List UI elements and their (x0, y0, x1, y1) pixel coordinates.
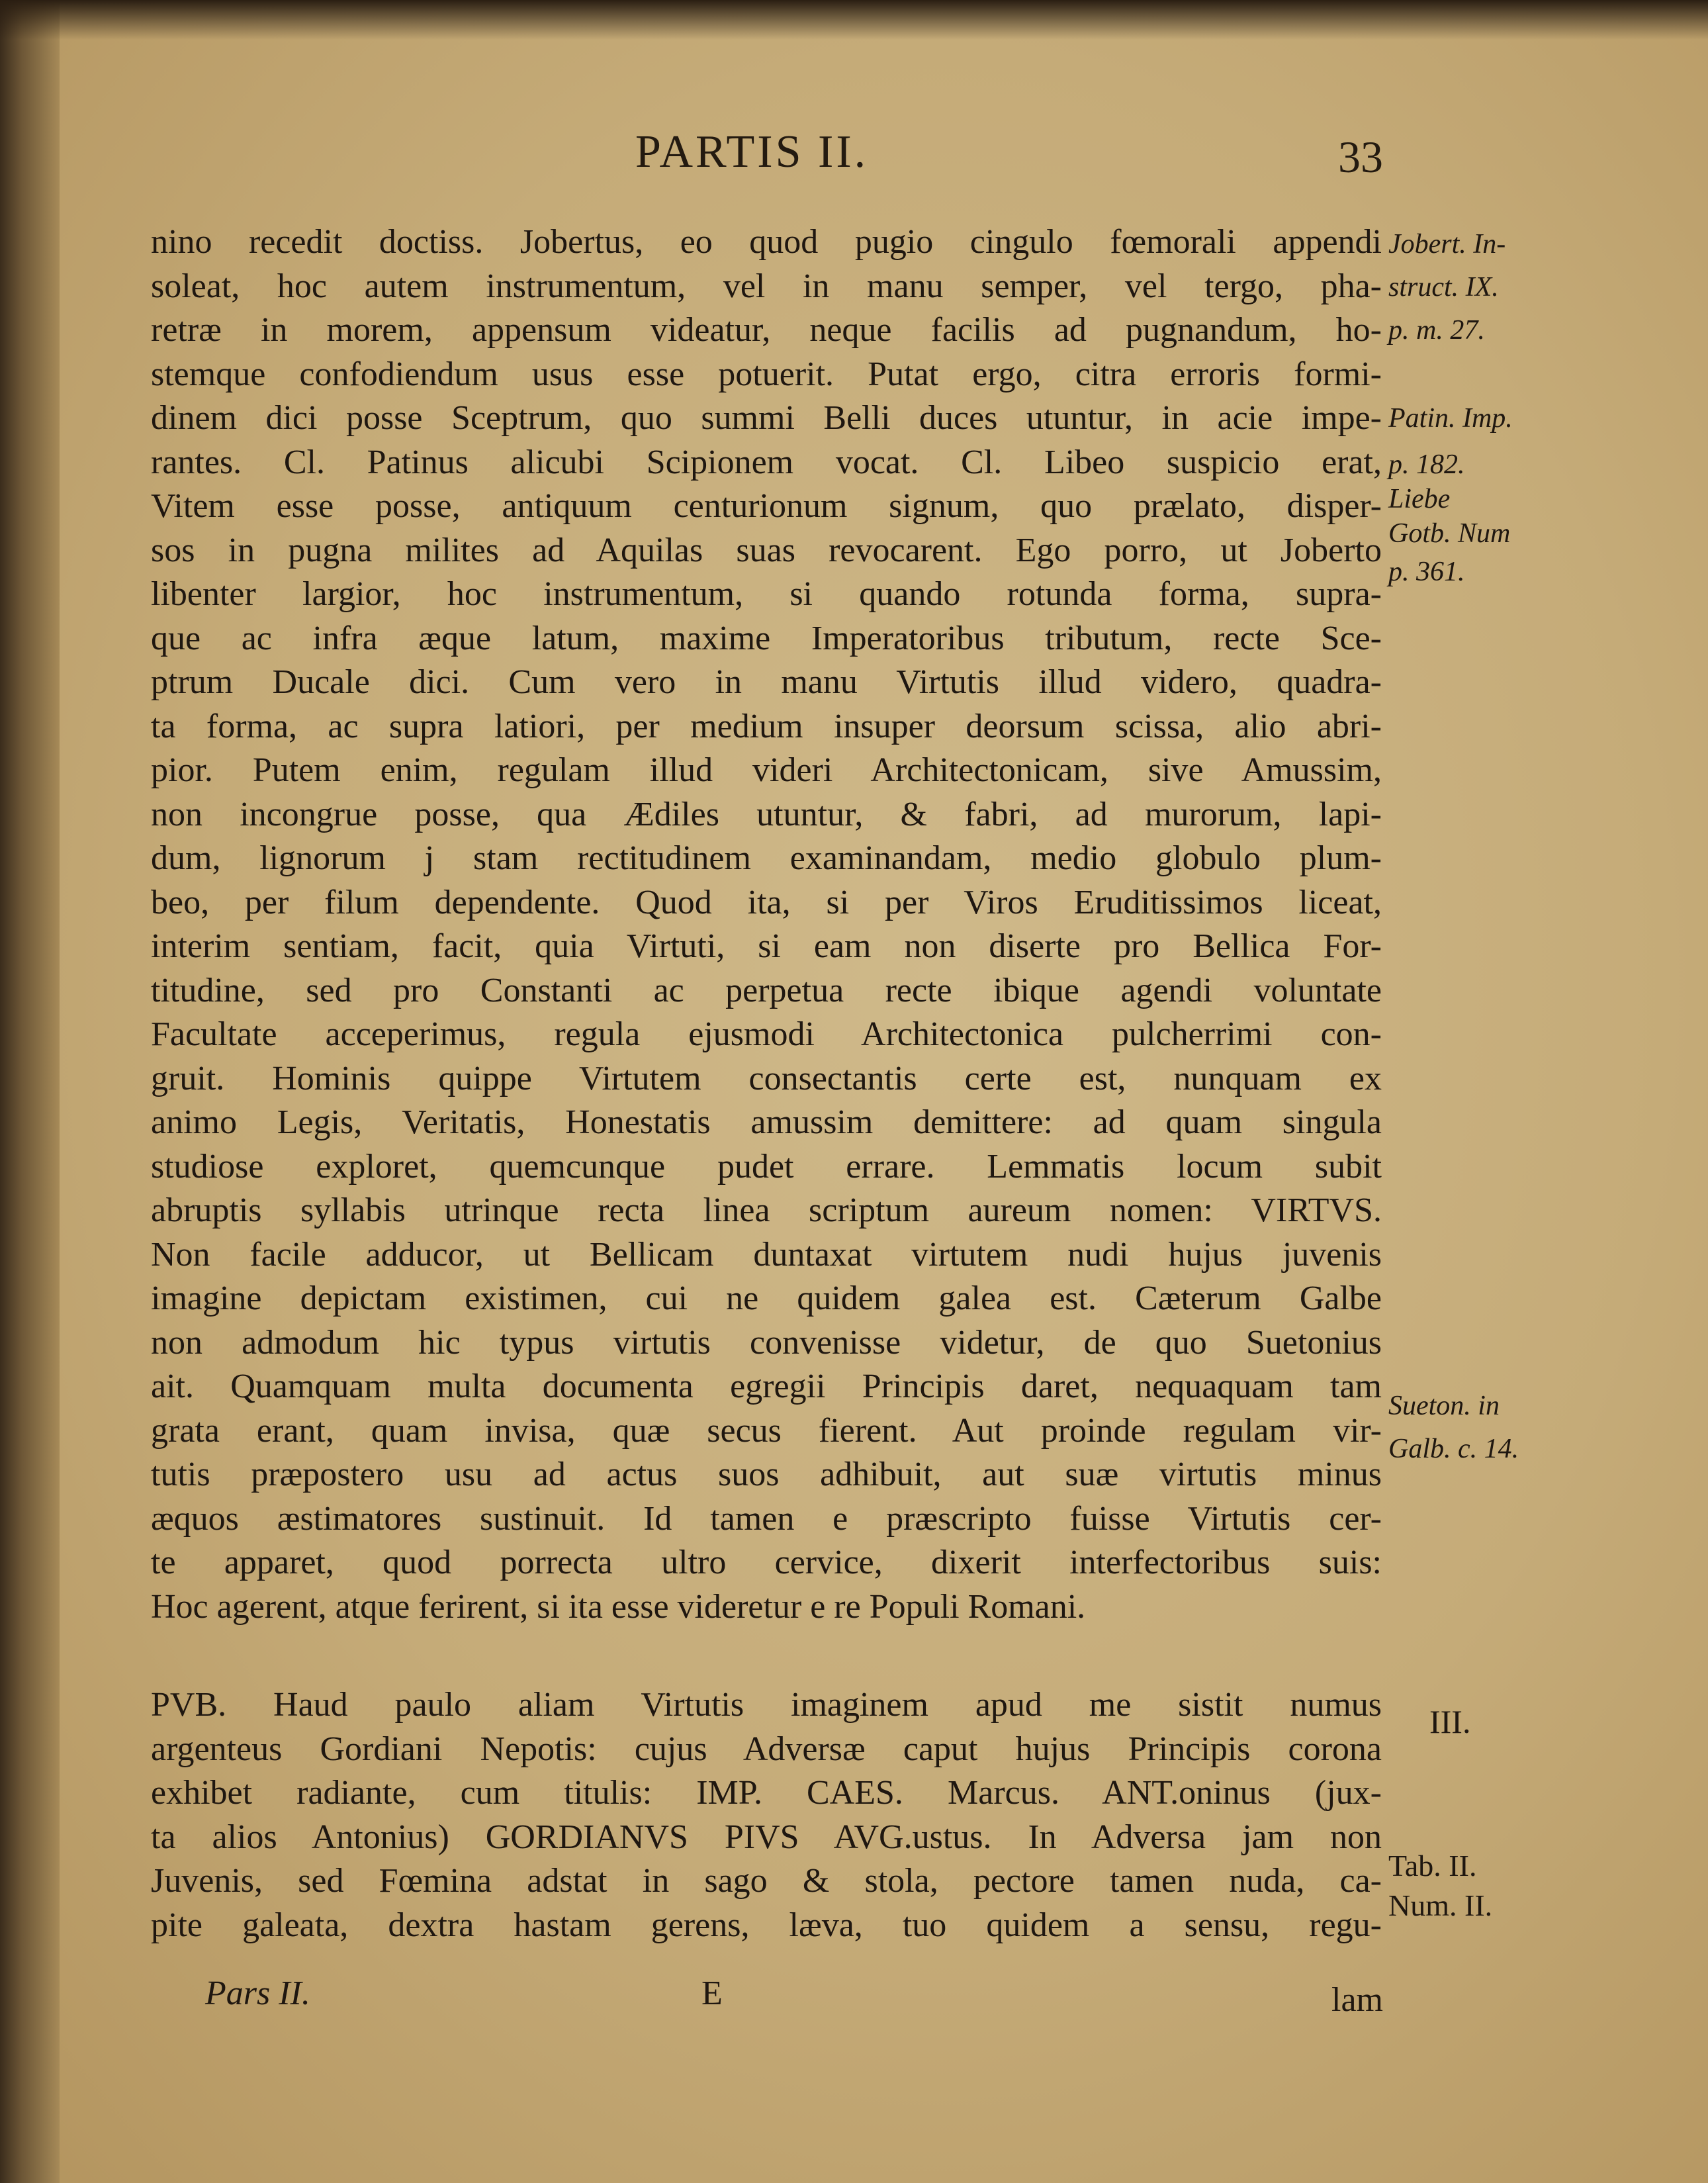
page-footer (192, 1974, 1383, 2027)
text-line: PVB. Haud paulo aliam Virtutis imaginem apud me sistit numus (151, 1686, 1382, 1724)
text-line: pite galeata, dextra hastam gerens, læva, tuo quidem a sensu, regu- (151, 1906, 1382, 1944)
text-line: retræ in morem, appensum videatur, neque facilis ad pugnandum, ho- (151, 311, 1382, 349)
text-line: dinem dici posse Sceptrum, quo summi Belli duces utuntur, in acie impe- (151, 399, 1382, 437)
text-line: Juvenis, sed Fœmina adstat in sago & stola, pectore tamen nuda, ca- (151, 1862, 1382, 1900)
text-line: te apparet, quod porrecta ultro cervice, dixerit interfectoribus suis: (151, 1544, 1382, 1581)
text-line: exhibet radiante, cum titulis: IMP. CAES. Marcus. ANT.oninus (jux- (151, 1774, 1382, 1812)
text-line: Hoc agerent, atque ferirent, si ita esse videretur e re Populi Romani. (151, 1587, 1086, 1626)
text-line: animo Legis, Veritatis, Honestatis amussim demittere: ad quam singula (151, 1103, 1382, 1141)
marginal-note: p. m. 27. (1388, 315, 1485, 346)
text-line: argenteus Gordiani Nepotis: cujus Adversæ caput hujus Principis corona (151, 1730, 1382, 1768)
text-line: Facultate acceperimus, regula ejusmodi Architectonica pulcherrimi con- (151, 1015, 1382, 1053)
text-line: Non facile adducor, ut Bellicam duntaxat virtutem nudi hujus juvenis (151, 1235, 1382, 1274)
marginal-note: Jobert. In- (1388, 229, 1506, 259)
text-line: pior. Putem enim, regulam illud videri Architectonicam, sive Amussim, (151, 751, 1382, 789)
text-line: æquos æstimatores sustinuit. Id tamen e præscripto fuisse Virtutis cer- (151, 1499, 1382, 1538)
text-line: interim sentiam, facit, quia Virtuti, si eam non diserte pro Bellica For- (151, 927, 1382, 965)
marginal-note: Liebe (1388, 484, 1451, 514)
marginal-note: Gotb. Num (1388, 518, 1511, 549)
marginal-note: Tab. II. (1388, 1849, 1477, 1882)
text-line: titudine, sed pro Constanti ac perpetua recte ibique agendi voluntate (151, 971, 1382, 1009)
marginal-note: Num. II. (1388, 1888, 1493, 1922)
text-line: libenter largior, hoc instrumentum, si quando rotunda forma, supra- (151, 575, 1382, 613)
text-line: gruit. Hominis quippe Virtutem consectantis certe est, nunquam ex (151, 1059, 1382, 1097)
text-line: rantes. Cl. Patinus alicubi Scipionem vocat. Cl. Libeo suspicio erat, (151, 443, 1382, 481)
text-line: dum, lignorum j stam rectitudinem examinandam, medio globulo plum- (151, 839, 1382, 877)
page-number: 33 (1338, 132, 1383, 182)
text-line: soleat, hoc autem instrumentum, vel in manu semper, vel tergo, pha- (151, 267, 1382, 305)
marginal-note: Sueton. in (1388, 1391, 1500, 1421)
text-line: ta alios Antonius) GORDIANVS PIVS AVG.ustus. In Adversa jam non (151, 1818, 1382, 1856)
marginal-note: p. 182. (1388, 449, 1465, 480)
text-line: nino recedit doctiss. Jobertus, eo quod pugio cingulo fœmorali appendi (151, 223, 1382, 261)
text-line: que ac infra æque latum, maxime Imperatoribus tributum, recte Sce- (151, 619, 1382, 657)
text-line: non incongrue posse, qua Ædiles utuntur, & fabri, ad murorum, lapi- (151, 795, 1382, 833)
text-line: imagine depictam existimen, cui ne quidem galea est. Cæterum Galbe (151, 1279, 1382, 1317)
signature-label: Pars II. (205, 1974, 310, 2012)
text-line: tutis præpostero usu ad actus suos adhibuit, aut suæ virtutis minus (151, 1456, 1382, 1493)
text-line: sos in pugna milites ad Aquilas suas revocarent. Ego porro, ut Joberto (151, 531, 1382, 569)
section-number: III. (1429, 1703, 1471, 1740)
text-line: ait. Quamquam multa documenta egregii Principis daret, nequaquam tam (151, 1368, 1382, 1405)
text-line: beo, per filum dependente. Quod ita, si per Viros Eruditissimos liceat, (151, 883, 1382, 921)
text-line: non admodum hic typus virtutis convenisse videtur, de quo Suetonius (151, 1323, 1382, 1362)
paragraph-gap (151, 1629, 1382, 1683)
catchword: lam (1331, 1981, 1383, 2019)
marginal-note: p. 361. (1388, 557, 1465, 587)
marginal-note: Galb. c. 14. (1388, 1434, 1519, 1464)
text-line: Vitem esse posse, antiquum centurionum signum, quo prælato, disper- (151, 487, 1382, 525)
main-text (151, 220, 1382, 1947)
text-line: abruptis syllabis utrinque recta linea scriptum aureum nomen: VIRTVS. (151, 1191, 1382, 1229)
text-line: studiose exploret, quemcunque pudet errare. Lemmatis locum subit (151, 1147, 1382, 1185)
text-line: grata erant, quam invisa, quæ secus fierent. Aut proinde regulam vir- (151, 1411, 1382, 1450)
binding-gutter (0, 0, 60, 2183)
marginal-note: Patin. Imp. (1388, 403, 1513, 434)
text-line: stemque confodiendum usus esse potuerit. Putat ergo, citra erroris formi- (151, 355, 1382, 393)
running-title: PARTIS II. (635, 126, 869, 177)
text-line: ta forma, ac supra latiori, per medium insuper deorsum scissa, alio abri- (151, 707, 1382, 745)
marginal-note: struct. IX. (1388, 272, 1499, 302)
page-header (152, 126, 1383, 199)
signature-mark: E (701, 1974, 723, 2012)
page-top-shadow (0, 0, 1708, 40)
text-line: ptrum Ducale dici. Cum vero in manu Virtutis illud videro, quadra- (151, 663, 1382, 701)
